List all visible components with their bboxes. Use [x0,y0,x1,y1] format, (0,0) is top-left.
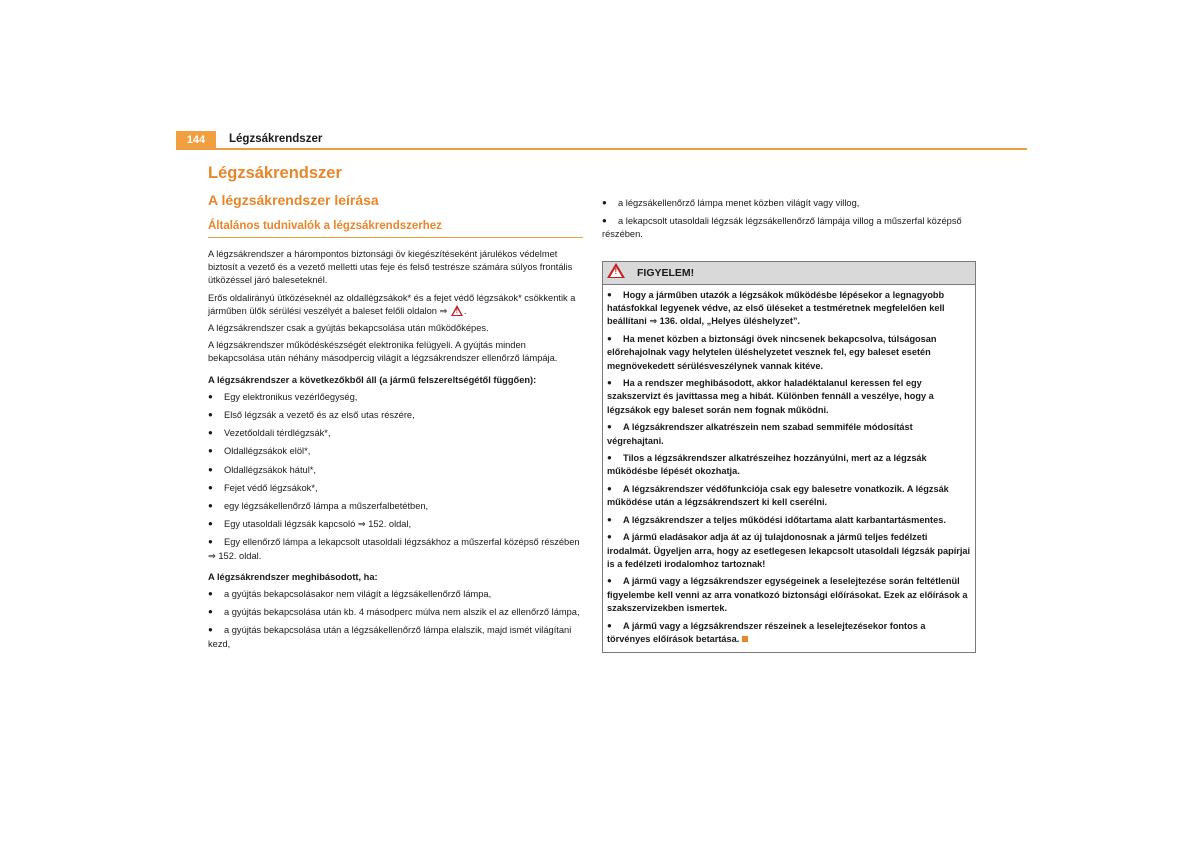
subsection-title: Általános tudnivalók a légzsákrendszerhez [208,219,583,238]
bullet-dot-icon: ● [607,514,612,524]
bullet-dot-icon: ● [607,378,612,388]
warning-triangle-icon: ! [607,263,625,278]
warning-item [607,332,971,373]
warning-item-text: Ha menet közben a biztonsági övek nincsenek bekapcsolva, túlságosan előrehajolnak vagy helytelen üléshelyzetet vesznek fel, egy baleset esetén megnövekedett sérülésveszélynek vannak kitéve. [607,333,937,371]
bullet-dot-icon: ● [607,289,612,299]
list-item [208,463,583,477]
fault-list-continued [602,196,976,242]
section-end-marker-icon [742,636,748,642]
warning-item [607,574,971,615]
list-item [208,390,583,404]
list-item [208,444,583,458]
side-airbag-text: Erős oldalirányú ütközéseknél az oldallégzsákok* és a fejet védő légzsákok* csökkentik a járműben ülők sérülési veszélyét a baleset felőli oldalon ⇒ [208,292,576,316]
bullet-dot-icon: ● [208,428,213,438]
warning-list [603,285,975,653]
list-item [208,481,583,495]
bullet-dot-icon: ● [208,410,213,420]
header-title: Légzsákrendszer [229,133,323,145]
warning-item [607,482,971,510]
warning-item [607,619,971,647]
fault-list [208,587,583,651]
list-item-text: Első légzsák a vezető és az első utas részére, [224,410,415,421]
bullet-dot-icon: ● [208,464,213,474]
warning-item-text: A jármű vagy a légzsákrendszer egységeinek a leselejtezése során feltétlenül figyelembe kell venni az arra vonatkozó biztonsági előírásokat. Ezek az előírások a szakszervizekben ismertek. [607,576,968,614]
warning-item [607,376,971,417]
fault-heading: A légzsákrendszer meghibásodott, ha: [208,571,378,582]
list-item-text: Vezetőoldali térdlégzsák*, [224,428,331,439]
bullet-dot-icon: ● [208,537,213,547]
list-item [208,426,583,440]
list-item-text: a gyújtás bekapcsolásakor nem világít a légzsákellenőrző lámpa, [224,589,492,600]
warning-item-text: A légzsákrendszer védőfunkciója csak egy balesetre vonatkozik. A légzsák működése után a légzsákrendszert ki kell cserélni. [607,483,949,508]
side-airbag-text-end: . [463,305,467,316]
list-item [208,587,583,601]
list-item-text: Egy utasoldali légzsák kapcsoló ⇒ 152. oldal, [224,519,412,530]
monitoring-paragraph: A légzsákrendszer működéskészségét elektronika felügyeli. A gyújtás minden bekapcsolása után néhány másodpercig világít a légzsákrendszer ellenőrző lámpája. [208,340,558,364]
list-item [208,605,583,619]
chapter-title: Légzsákrendszer [208,164,342,182]
list-item [208,623,583,650]
bullet-dot-icon: ● [607,333,612,343]
warning-item-text: Tilos a légzsákrendszer alkatrészeihez hozzányúlni, mert az a légzsák működésbe lépését okozhatja. [607,453,927,477]
header-divider [176,148,1027,150]
warning-item [607,530,971,571]
bullet-dot-icon: ● [607,483,612,493]
list-item-text: a lekapcsolt utasoldali légzsák légzsákellenőrző lámpája villog a műszerfal középső részében. [602,216,962,240]
warning-item [607,451,971,479]
list-item-text: Egy ellenőrző lámpa a lekapcsolt utasoldali légzsákhoz a műszerfal középső részében ⇒ 152. oldal. [208,537,580,561]
list-item-text: a gyújtás bekapcsolása után kb. 4 másodperc múlva nem alszik el az ellenőrző lámpa, [224,607,580,618]
warning-item [607,513,971,527]
components-heading: A légzsákrendszer a következőkből áll (a jármű felszereltségétől függően): [208,374,537,385]
bullet-dot-icon: ● [208,625,213,635]
side-airbag-paragraph [208,292,583,318]
list-item-text: egy légzsákellenőrző lámpa a műszerfalbetétben, [224,501,429,512]
warning-item-text: Hogy a járműben utazók a légzsákok működésbe lépésekor a legnagyobb hatásfokkal legyenek védve, az első üléseket a testméretnek megfelelően kell beállítani ⇒ 136. oldal, „Helyes üléshelyzet”. [607,289,945,327]
warning-item-text: A légzsákrendszer a teljes működési időtartama alatt karbantartásmentes. [623,514,946,525]
list-item-text: a légzsákellenőrző lámpa menet közben világít vagy villog, [618,198,860,208]
list-item [602,214,976,241]
bullet-dot-icon: ● [607,453,612,463]
list-item [208,408,583,422]
bullet-dot-icon: ● [602,198,607,207]
bullet-dot-icon: ● [208,501,213,511]
list-item [208,535,583,562]
bullet-dot-icon: ● [607,620,612,630]
warning-box [602,261,976,654]
bullet-dot-icon: ● [607,576,612,586]
bullet-dot-icon: ● [607,422,612,432]
list-item-text: Egy elektronikus vezérlőegység, [224,391,358,402]
intro-paragraph: A légzsákrendszer a hárompontos biztonsági öv kiegészítéseként járulékos védelmet biztosít a vezető és a vezető melletti utas feje és felső testrésze számára súlyos frontális ütközéssel járó baleseteknél. [208,249,573,286]
left-column [208,163,583,655]
list-item [602,196,976,210]
components-list [208,390,583,563]
bullet-dot-icon: ● [602,216,607,226]
page-number: 144 [176,131,216,150]
warning-item-text: A légzsákrendszer alkatrészein nem szabad semmiféle módosítást végrehajtani. [607,422,913,446]
warning-item [607,420,971,448]
bullet-dot-icon: ● [208,391,213,401]
bullet-dot-icon: ● [607,532,612,542]
list-item-text: Oldallégzsákok hátul*, [224,464,316,475]
warning-title: FIGYELEM! [637,266,695,279]
bullet-dot-icon: ● [208,589,213,599]
bullet-dot-icon: ● [208,446,213,456]
section-title: A légzsákrendszer leírása [208,192,379,208]
warning-item-text: A jármű eladásakor adja át az új tulajdonosnak a jármű teljes fedélzeti irodalmát. Ügyeljen arra, hogy az esetlegesen lekapcsolt utasoldali légzsák papírjai is a fedélzeti irodalomhoz tartoznak! [607,532,971,569]
list-item-text: Fejet védő légzsákok*, [224,482,318,493]
warning-item [607,288,971,329]
warning-header [603,262,975,285]
bullet-dot-icon: ● [208,519,213,529]
warning-triangle-icon: ! [451,305,463,316]
bullet-dot-icon: ● [208,482,213,492]
list-item-text: Oldallégzsákok elöl*, [224,446,311,457]
ignition-paragraph: A légzsákrendszer csak a gyújtás bekapcsolása után működőképes. [208,323,489,334]
list-item [208,499,583,513]
list-item-text: a gyújtás bekapcsolása után a légzsákellenőrző lámpa elalszik, majd ismét világítani kezd, [208,625,572,649]
warning-item-text: A jármű vagy a légzsákrendszer részeinek a leselejtezésekor fontos a törvényes előírások betartása. [607,620,926,644]
warning-item-text: Ha a rendszer meghibásodott, akkor haladéktalanul keressen fel egy szakszervizt és javíttassa meg a hibát. Különben fennáll a veszélye, hogy a légzsákok egy baleset során nem fognak működni. [607,378,934,415]
bullet-dot-icon: ● [208,607,213,617]
list-item [208,517,583,531]
right-column [602,196,976,653]
